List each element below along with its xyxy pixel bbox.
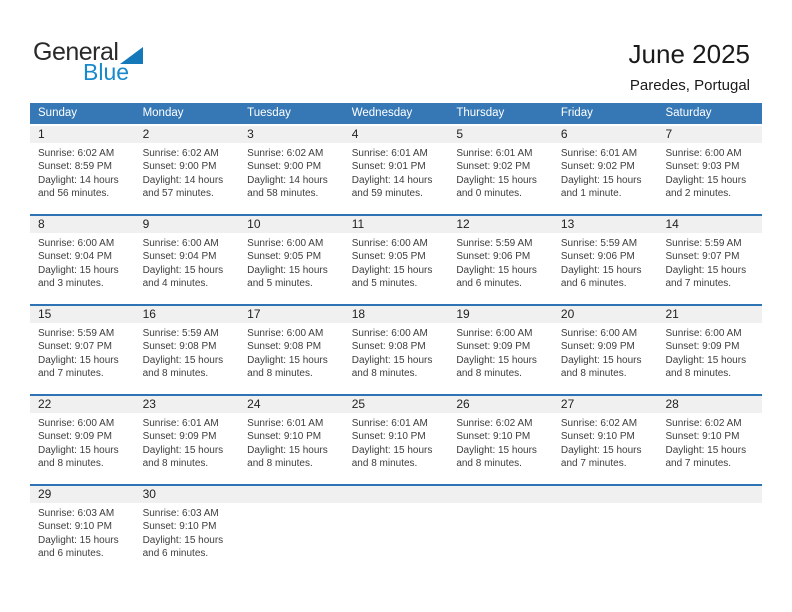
sunset-text: Sunset: 9:00 PM xyxy=(142,161,217,173)
sunrise-text: Sunrise: 6:00 AM xyxy=(142,238,219,249)
day-details xyxy=(239,143,344,201)
day-cell-2 xyxy=(135,126,240,214)
sunrise-text: Sunrise: 6:01 AM xyxy=(142,418,219,429)
sunset-text: Sunset: 9:10 PM xyxy=(247,431,322,443)
sunrise-text: Sunrise: 6:02 AM xyxy=(142,148,219,159)
day-number xyxy=(344,486,449,503)
daylight-text: Daylight: 15 hours and 8 minutes. xyxy=(665,354,747,380)
day-number: 26 xyxy=(448,396,553,413)
sunrise-text: Sunrise: 6:00 AM xyxy=(247,328,324,339)
sunset-text: Sunset: 9:02 PM xyxy=(456,161,531,173)
day-details xyxy=(30,413,135,471)
sunrise-text: Sunrise: 6:00 AM xyxy=(665,328,742,339)
day-cell-11 xyxy=(344,216,449,304)
day-cell-26 xyxy=(448,396,553,484)
day-cell-21 xyxy=(657,306,762,394)
sunset-text: Sunset: 9:09 PM xyxy=(560,341,635,353)
day-number: 6 xyxy=(553,126,658,143)
day-details xyxy=(344,143,449,201)
day-number: 3 xyxy=(239,126,344,143)
day-cell-19 xyxy=(448,306,553,394)
day-number: 23 xyxy=(135,396,240,413)
daylight-text: Daylight: 15 hours and 5 minutes. xyxy=(247,264,328,290)
day-number: 7 xyxy=(657,126,762,143)
sunset-text: Sunset: 9:01 PM xyxy=(351,161,426,173)
day-cell-27 xyxy=(553,396,658,484)
day-details xyxy=(448,143,553,201)
daylight-text: Daylight: 15 hours and 6 minutes. xyxy=(456,264,537,290)
day-number: 29 xyxy=(30,486,135,503)
day-number: 15 xyxy=(30,306,135,323)
sunset-text: Sunset: 9:10 PM xyxy=(38,521,112,533)
day-number: 24 xyxy=(239,396,344,413)
daylight-text: Daylight: 15 hours and 4 minutes. xyxy=(142,264,224,290)
day-number: 22 xyxy=(30,396,135,413)
daylight-text: Daylight: 15 hours and 6 minutes. xyxy=(560,264,642,290)
weekday-header-wednesday: Wednesday xyxy=(351,107,413,119)
weekday-header-saturday: Saturday xyxy=(665,107,712,119)
day-cell-17 xyxy=(239,306,344,394)
day-number: 9 xyxy=(135,216,240,233)
day-number: 1 xyxy=(30,126,135,143)
daylight-text: Daylight: 15 hours and 7 minutes. xyxy=(560,444,642,470)
day-cell-13 xyxy=(553,216,658,304)
weekday-header-tuesday: Tuesday xyxy=(247,107,291,119)
sunset-text: Sunset: 9:08 PM xyxy=(351,341,426,353)
day-number: 8 xyxy=(30,216,135,233)
day-cell-16 xyxy=(135,306,240,394)
day-details xyxy=(30,143,135,201)
location-subtitle: Paredes, Portugal xyxy=(629,76,750,94)
sunrise-text: Sunrise: 5:59 AM xyxy=(665,238,742,249)
day-details xyxy=(657,143,762,201)
week-row-1 xyxy=(30,124,762,214)
daylight-text: Daylight: 15 hours and 8 minutes. xyxy=(456,444,537,470)
day-details xyxy=(344,233,449,291)
day-details xyxy=(448,233,553,291)
daylight-text: Daylight: 15 hours and 6 minutes. xyxy=(38,534,119,560)
day-number: 12 xyxy=(448,216,553,233)
daylight-text: Daylight: 15 hours and 8 minutes. xyxy=(247,354,328,380)
day-cell-29 xyxy=(30,486,135,574)
day-cell-empty xyxy=(448,486,553,574)
day-details xyxy=(448,413,553,471)
day-number: 4 xyxy=(344,126,449,143)
day-cell-30 xyxy=(135,486,240,574)
day-cell-6 xyxy=(553,126,658,214)
day-cell-28 xyxy=(657,396,762,484)
day-details xyxy=(239,323,344,381)
day-number: 2 xyxy=(135,126,240,143)
sunset-text: Sunset: 9:10 PM xyxy=(456,431,531,443)
day-details xyxy=(239,413,344,471)
sunset-text: Sunset: 9:00 PM xyxy=(247,161,322,173)
day-cell-10 xyxy=(239,216,344,304)
weekday-header-sunday: Sunday xyxy=(38,107,78,119)
sunrise-text: Sunrise: 6:02 AM xyxy=(560,418,638,429)
week-row-2 xyxy=(30,214,762,304)
sunset-text: Sunset: 9:06 PM xyxy=(456,251,531,263)
sunrise-text: Sunrise: 6:00 AM xyxy=(351,328,428,339)
sunset-text: Sunset: 9:07 PM xyxy=(38,341,112,353)
day-details xyxy=(30,233,135,291)
day-details xyxy=(344,323,449,381)
sunset-text: Sunset: 9:09 PM xyxy=(38,431,112,443)
sunrise-text: Sunrise: 5:59 AM xyxy=(38,328,115,339)
sunset-text: Sunset: 9:09 PM xyxy=(665,341,740,353)
logo-text-general: General xyxy=(33,38,119,66)
sunset-text: Sunset: 9:07 PM xyxy=(665,251,740,263)
daylight-text: Daylight: 15 hours and 8 minutes. xyxy=(351,444,433,470)
day-number: 27 xyxy=(553,396,658,413)
sunset-text: Sunset: 9:10 PM xyxy=(351,431,426,443)
weeks-container xyxy=(30,124,762,574)
day-details xyxy=(657,503,762,507)
daylight-text: Daylight: 15 hours and 8 minutes. xyxy=(142,354,224,380)
daylight-text: Daylight: 15 hours and 7 minutes. xyxy=(38,354,119,380)
day-number xyxy=(553,486,658,503)
day-cell-23 xyxy=(135,396,240,484)
sunrise-text: Sunrise: 6:02 AM xyxy=(38,148,115,159)
daylight-text: Daylight: 14 hours and 57 minutes. xyxy=(142,174,224,200)
sunset-text: Sunset: 8:59 PM xyxy=(38,161,112,173)
day-cell-4 xyxy=(344,126,449,214)
sunset-text: Sunset: 9:04 PM xyxy=(38,251,112,263)
daylight-text: Daylight: 15 hours and 1 minute. xyxy=(560,174,642,200)
daylight-text: Daylight: 15 hours and 8 minutes. xyxy=(560,354,642,380)
day-details xyxy=(448,323,553,381)
sunrise-text: Sunrise: 6:02 AM xyxy=(456,418,533,429)
month-title: June 2025 xyxy=(628,39,750,69)
day-number: 17 xyxy=(239,306,344,323)
daylight-text: Daylight: 14 hours and 56 minutes. xyxy=(38,174,119,200)
day-cell-7 xyxy=(657,126,762,214)
sunset-text: Sunset: 9:08 PM xyxy=(247,341,322,353)
daylight-text: Daylight: 15 hours and 8 minutes. xyxy=(38,444,119,470)
calendar-table xyxy=(30,103,762,574)
day-cell-9 xyxy=(135,216,240,304)
day-details xyxy=(135,233,240,291)
day-details xyxy=(553,503,658,507)
day-details xyxy=(553,413,658,471)
day-cell-empty xyxy=(239,486,344,574)
sunrise-text: Sunrise: 6:01 AM xyxy=(351,418,428,429)
sunrise-text: Sunrise: 6:00 AM xyxy=(560,328,638,339)
sunset-text: Sunset: 9:03 PM xyxy=(665,161,740,173)
day-cell-empty xyxy=(553,486,658,574)
sunrise-text: Sunrise: 6:01 AM xyxy=(456,148,533,159)
daylight-text: Daylight: 15 hours and 8 minutes. xyxy=(456,354,537,380)
day-details xyxy=(30,323,135,381)
day-number: 18 xyxy=(344,306,449,323)
day-number xyxy=(448,486,553,503)
daylight-text: Daylight: 15 hours and 8 minutes. xyxy=(142,444,224,470)
day-details xyxy=(344,503,449,507)
sunrise-text: Sunrise: 6:01 AM xyxy=(247,418,324,429)
day-number: 21 xyxy=(657,306,762,323)
day-number xyxy=(239,486,344,503)
daylight-text: Daylight: 15 hours and 7 minutes. xyxy=(665,444,747,470)
day-cell-empty xyxy=(657,486,762,574)
general-blue-logo xyxy=(33,40,143,84)
day-details xyxy=(135,323,240,381)
day-cell-22 xyxy=(30,396,135,484)
day-details xyxy=(239,233,344,291)
weekday-header-friday: Friday xyxy=(560,107,593,119)
day-number: 10 xyxy=(239,216,344,233)
daylight-text: Daylight: 15 hours and 0 minutes. xyxy=(456,174,537,200)
sunset-text: Sunset: 9:09 PM xyxy=(456,341,531,353)
sunset-text: Sunset: 9:08 PM xyxy=(142,341,217,353)
sunset-text: Sunset: 9:10 PM xyxy=(665,431,740,443)
sunrise-text: Sunrise: 6:00 AM xyxy=(456,328,533,339)
day-number xyxy=(657,486,762,503)
sunset-text: Sunset: 9:05 PM xyxy=(351,251,426,263)
day-number: 25 xyxy=(344,396,449,413)
sunrise-text: Sunrise: 6:03 AM xyxy=(142,508,219,519)
day-cell-8 xyxy=(30,216,135,304)
day-cell-5 xyxy=(448,126,553,214)
day-details xyxy=(553,323,658,381)
day-cell-20 xyxy=(553,306,658,394)
day-cell-12 xyxy=(448,216,553,304)
daylight-text: Daylight: 15 hours and 5 minutes. xyxy=(351,264,433,290)
day-cell-18 xyxy=(344,306,449,394)
day-details xyxy=(553,143,658,201)
sunrise-text: Sunrise: 5:59 AM xyxy=(456,238,533,249)
day-number: 30 xyxy=(135,486,240,503)
sunset-text: Sunset: 9:10 PM xyxy=(560,431,635,443)
day-number: 19 xyxy=(448,306,553,323)
weekday-header-monday: Monday xyxy=(142,107,184,119)
title-block xyxy=(629,40,750,94)
day-details xyxy=(448,503,553,507)
day-details xyxy=(135,143,240,201)
sunrise-text: Sunrise: 6:00 AM xyxy=(247,238,324,249)
day-details xyxy=(135,413,240,471)
day-cell-25 xyxy=(344,396,449,484)
sunrise-text: Sunrise: 6:02 AM xyxy=(665,418,742,429)
sunset-text: Sunset: 9:06 PM xyxy=(560,251,635,263)
sunset-text: Sunset: 9:09 PM xyxy=(142,431,217,443)
daylight-text: Daylight: 15 hours and 2 minutes. xyxy=(665,174,747,200)
day-number: 13 xyxy=(553,216,658,233)
sunrise-text: Sunrise: 6:01 AM xyxy=(560,148,638,159)
day-number: 11 xyxy=(344,216,449,233)
sunrise-text: Sunrise: 5:59 AM xyxy=(560,238,638,249)
week-row-5 xyxy=(30,484,762,574)
sunrise-text: Sunrise: 6:00 AM xyxy=(351,238,428,249)
day-details xyxy=(239,503,344,507)
day-cell-empty xyxy=(344,486,449,574)
sunrise-text: Sunrise: 5:59 AM xyxy=(142,328,219,339)
day-details xyxy=(657,413,762,471)
day-number: 16 xyxy=(135,306,240,323)
logo-text-blue: Blue xyxy=(83,59,130,85)
sunset-text: Sunset: 9:05 PM xyxy=(247,251,322,263)
daylight-text: Daylight: 15 hours and 7 minutes. xyxy=(665,264,747,290)
sunrise-text: Sunrise: 6:00 AM xyxy=(38,418,115,429)
sunset-text: Sunset: 9:02 PM xyxy=(560,161,635,173)
day-details xyxy=(657,323,762,381)
day-number: 14 xyxy=(657,216,762,233)
sunrise-text: Sunrise: 6:01 AM xyxy=(351,148,428,159)
day-cell-3 xyxy=(239,126,344,214)
day-details xyxy=(135,503,240,561)
day-number: 20 xyxy=(553,306,658,323)
sunset-text: Sunset: 9:04 PM xyxy=(142,251,217,263)
week-row-4 xyxy=(30,394,762,484)
weekday-header-thursday: Thursday xyxy=(456,107,505,119)
day-details xyxy=(657,233,762,291)
day-cell-14 xyxy=(657,216,762,304)
daylight-text: Daylight: 14 hours and 59 minutes. xyxy=(351,174,433,200)
daylight-text: Daylight: 15 hours and 6 minutes. xyxy=(142,534,224,560)
sunrise-text: Sunrise: 6:00 AM xyxy=(38,238,115,249)
day-number: 5 xyxy=(448,126,553,143)
sunrise-text: Sunrise: 6:03 AM xyxy=(38,508,115,519)
day-cell-24 xyxy=(239,396,344,484)
day-number: 28 xyxy=(657,396,762,413)
sunset-text: Sunset: 9:10 PM xyxy=(142,521,217,533)
week-row-3 xyxy=(30,304,762,394)
daylight-text: Daylight: 14 hours and 58 minutes. xyxy=(247,174,328,200)
sunrise-text: Sunrise: 6:00 AM xyxy=(665,148,742,159)
day-details xyxy=(30,503,135,561)
sunrise-text: Sunrise: 6:02 AM xyxy=(247,148,324,159)
day-details xyxy=(553,233,658,291)
day-cell-15 xyxy=(30,306,135,394)
day-details xyxy=(344,413,449,471)
weekday-header-row xyxy=(30,103,762,124)
day-cell-1 xyxy=(30,126,135,214)
daylight-text: Daylight: 15 hours and 8 minutes. xyxy=(351,354,433,380)
daylight-text: Daylight: 15 hours and 8 minutes. xyxy=(247,444,328,470)
daylight-text: Daylight: 15 hours and 3 minutes. xyxy=(38,264,119,290)
